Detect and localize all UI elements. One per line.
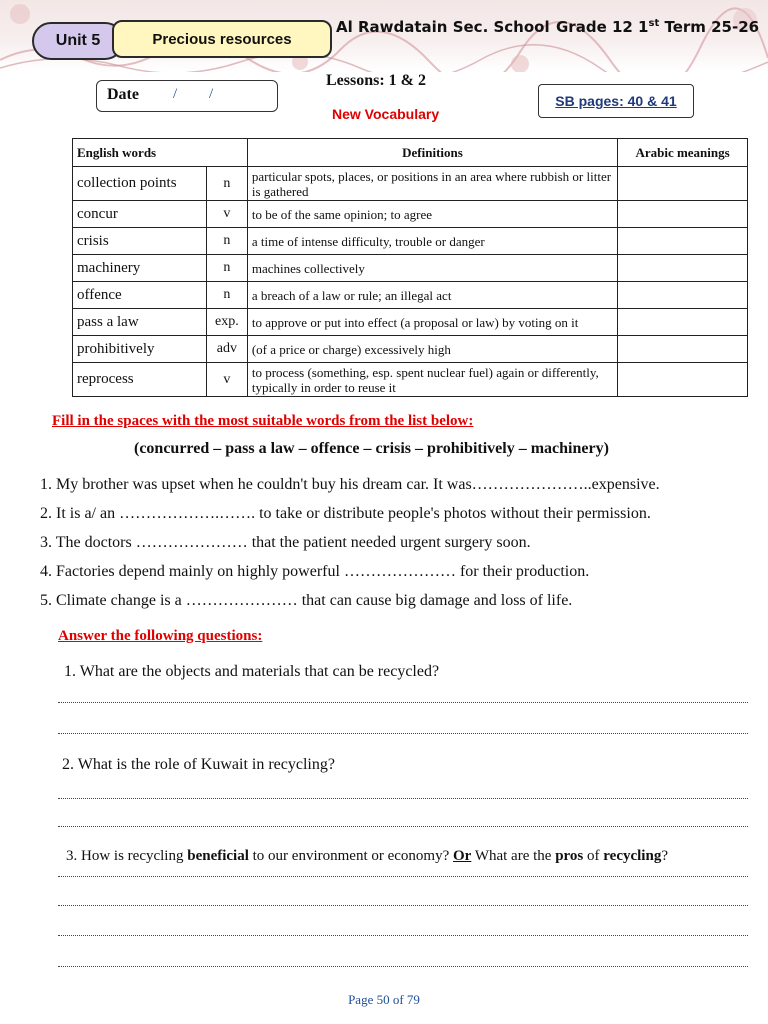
vocab-definition: to process (something, esp. spent nuclear fuel) again or differently, typically in order to reuse it	[247, 363, 617, 397]
vocab-pos: adv	[206, 336, 247, 363]
table-row	[73, 201, 748, 228]
answer-line[interactable]	[58, 905, 748, 906]
q3-part: 3. How is recycling	[66, 848, 188, 864]
q3-part: What are the	[471, 848, 556, 864]
word-list: (concurred – pass a law – offence – crisis – prohibitively – machinery)	[134, 440, 609, 457]
arabic-meaning-cell[interactable]	[618, 309, 748, 336]
q3-bold: beneficial	[187, 848, 249, 864]
arabic-meaning-cell[interactable]	[618, 167, 748, 201]
arabic-meaning-cell[interactable]	[618, 228, 748, 255]
q3-part: ?	[661, 848, 668, 864]
vocab-definition: a breach of a law or rule; an illegal act	[247, 282, 617, 309]
answer-line[interactable]	[58, 702, 748, 703]
table-row	[73, 363, 748, 397]
vocab-pos: exp.	[206, 309, 247, 336]
lessons-label: Lessons: 1 & 2	[326, 72, 427, 89]
vocab-definition: to approve or put into effect (a proposal or law) by voting on it	[247, 309, 617, 336]
table-row	[73, 336, 748, 363]
vocab-word: crisis	[73, 228, 207, 255]
unit-title: Precious resources	[152, 30, 292, 48]
vocab-word: reprocess	[73, 363, 207, 397]
question-2: 2. What is the role of Kuwait in recycling?	[62, 756, 335, 773]
vocab-pos: n	[206, 167, 247, 201]
vocab-word: collection points	[73, 167, 207, 201]
vocab-definition: particular spots, places, or positions in an area where rubbish or litter is gathered	[247, 167, 617, 201]
unit-badge	[32, 22, 124, 60]
vocab-word: prohibitively	[73, 336, 207, 363]
header-english-words: English words	[73, 139, 248, 167]
vocab-definition: (of a price or charge) excessively high	[247, 336, 617, 363]
vocab-definition: a time of intense difficulty, trouble or danger	[247, 228, 617, 255]
sentence-item: 1. My brother was upset when he couldn't buy his dream car. It was…………………..expensive.	[40, 476, 660, 493]
answer-line[interactable]	[58, 798, 748, 799]
vocab-pos: n	[206, 282, 247, 309]
answer-line[interactable]	[58, 826, 748, 827]
table-row	[73, 282, 748, 309]
header-arabic-meanings: Arabic meanings	[618, 139, 748, 167]
table-row	[73, 255, 748, 282]
arabic-meaning-cell[interactable]	[618, 363, 748, 397]
vocab-pos: n	[206, 255, 247, 282]
sb-pages-box	[538, 84, 694, 118]
grade-prefix: Grade 12 1	[556, 18, 649, 36]
unit-label: Unit 5	[55, 32, 101, 49]
vocabulary-table	[72, 138, 748, 397]
fill-in-sentences	[40, 476, 760, 621]
answer-line[interactable]	[58, 876, 748, 877]
q3-bold: pros	[555, 848, 584, 864]
sentence-item: 5. Climate change is a ………………… that can cause big damage and loss of life.	[40, 592, 573, 609]
q3-part: of	[583, 848, 604, 864]
vocab-word: concur	[73, 201, 207, 228]
vocab-word: offence	[73, 282, 207, 309]
question-3	[66, 848, 668, 865]
grade-sup: st	[648, 18, 660, 29]
table-row	[73, 167, 748, 201]
date-box[interactable]	[96, 80, 278, 112]
sentence-item: 2. It is a/ an ……………….……. to take or distribute people's photos without their permission.	[40, 505, 651, 522]
grade-term	[556, 18, 759, 36]
answer-line[interactable]	[58, 733, 748, 734]
date-slash-1: /	[173, 86, 178, 102]
answer-line[interactable]	[58, 935, 748, 936]
new-vocabulary-label: New Vocabulary	[332, 106, 440, 122]
date-label: Date	[107, 86, 139, 103]
date-slash-2: /	[209, 86, 214, 102]
answer-questions-title: Answer the following questions:	[58, 628, 263, 644]
grade-suffix: Term 25-26	[659, 18, 760, 36]
answer-line[interactable]	[58, 966, 748, 967]
sentence-item: 4. Factories depend mainly on highly powerful ………………… for their production.	[40, 563, 590, 580]
question-1: 1. What are the objects and materials that can be recycled?	[64, 663, 440, 680]
unit-title-box	[112, 20, 332, 58]
sb-pages-label: SB pages: 40 & 41	[555, 93, 677, 109]
fill-in-title: Fill in the spaces with the most suitable words from the list below:	[52, 413, 474, 429]
vocab-word: pass a law	[73, 309, 207, 336]
page-number: Page 50 of 79	[348, 992, 420, 1007]
header-definitions: Definitions	[247, 139, 617, 167]
q3-bold: recycling	[603, 848, 662, 864]
table-header-row	[73, 139, 748, 167]
table-row	[73, 309, 748, 336]
vocab-definition: machines collectively	[247, 255, 617, 282]
vocab-pos: v	[206, 201, 247, 228]
arabic-meaning-cell[interactable]	[618, 282, 748, 309]
q3-or: Or	[453, 848, 472, 864]
vocab-definition: to be of the same opinion; to agree	[247, 201, 617, 228]
sentence-item: 3. The doctors ………………… that the patient needed urgent surgery soon.	[40, 534, 531, 551]
vocab-word: machinery	[73, 255, 207, 282]
vocab-pos: v	[206, 363, 247, 397]
q3-part: to our environment or economy?	[248, 848, 454, 864]
school-name: Al Rawdatain Sec. School	[336, 18, 550, 36]
arabic-meaning-cell[interactable]	[618, 201, 748, 228]
arabic-meaning-cell[interactable]	[618, 255, 748, 282]
arabic-meaning-cell[interactable]	[618, 336, 748, 363]
vocab-pos: n	[206, 228, 247, 255]
table-row	[73, 228, 748, 255]
